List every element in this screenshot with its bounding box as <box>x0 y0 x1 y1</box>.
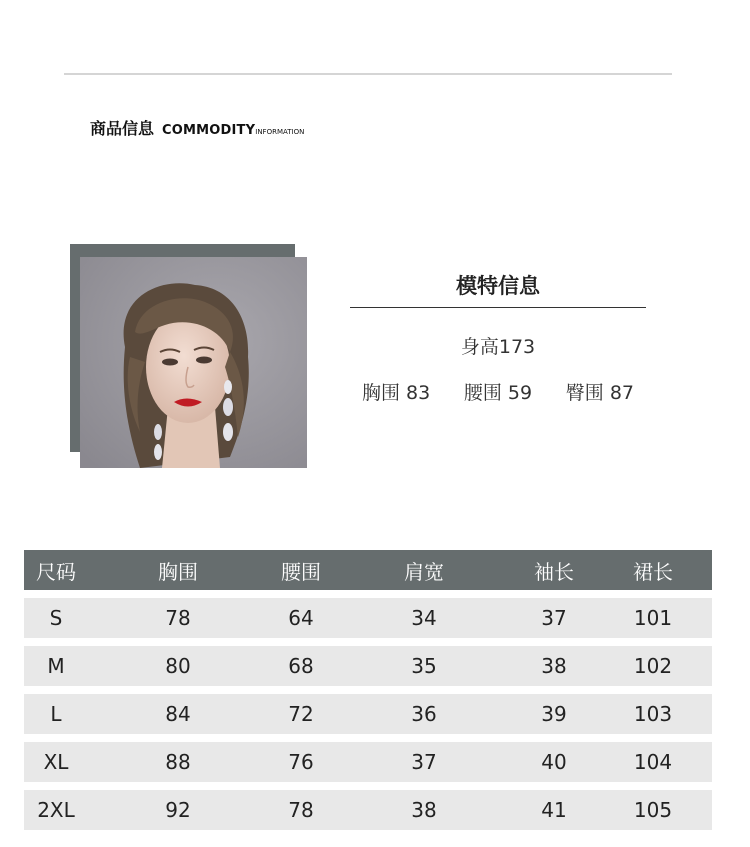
model-portrait-illustration <box>80 257 307 468</box>
cell-skirt-length: 101 <box>633 606 673 630</box>
cell-sleeve: 41 <box>541 798 567 822</box>
cell-waist: 76 <box>288 750 314 774</box>
section-title <box>90 116 304 139</box>
top-divider <box>64 73 672 75</box>
cell-skirt-length: 104 <box>633 750 673 774</box>
table-row <box>24 694 712 734</box>
section-title-en-small: INFORMATION <box>255 128 305 136</box>
cell-shoulder: 35 <box>411 654 437 678</box>
cell-sleeve: 37 <box>541 606 567 630</box>
section-title-en <box>162 123 304 138</box>
model-info-divider <box>350 307 646 308</box>
cell-bust: 88 <box>165 750 191 774</box>
cell-waist: 64 <box>288 606 314 630</box>
cell-size: S <box>49 606 63 630</box>
header-size: 尺码 <box>36 559 76 584</box>
cell-waist: 72 <box>288 702 314 726</box>
section-title-en-main: COMMODITY <box>162 123 256 138</box>
table-row <box>24 790 712 830</box>
cell-shoulder: 34 <box>411 606 437 630</box>
cell-waist: 78 <box>288 798 314 822</box>
header-shoulder: 肩宽 <box>404 559 444 584</box>
cell-skirt-length: 102 <box>633 654 673 678</box>
model-photo <box>80 257 307 468</box>
table-row <box>24 598 712 638</box>
cell-size: M <box>47 654 65 678</box>
header-bust: 胸围 <box>158 559 198 584</box>
cell-waist: 68 <box>288 654 314 678</box>
model-hip: 臀围 87 <box>565 382 634 404</box>
cell-bust: 80 <box>165 654 191 678</box>
cell-skirt-length: 103 <box>633 702 673 726</box>
cell-shoulder: 36 <box>411 702 437 726</box>
model-bust: 胸围 83 <box>362 382 431 404</box>
cell-sleeve: 38 <box>541 654 567 678</box>
header-sleeve: 袖长 <box>534 559 574 584</box>
table-row <box>24 646 712 686</box>
cell-sleeve: 39 <box>541 702 567 726</box>
cell-bust: 78 <box>165 606 191 630</box>
cell-bust: 84 <box>165 702 191 726</box>
cell-shoulder: 37 <box>411 750 437 774</box>
cell-skirt-length: 105 <box>633 798 673 822</box>
cell-size: XL <box>43 750 69 774</box>
table-row <box>24 742 712 782</box>
cell-size: L <box>50 702 62 726</box>
model-measures <box>350 378 646 405</box>
model-height: 身高173 <box>460 336 536 358</box>
size-table <box>24 550 712 830</box>
section-title-cn: 商品信息 <box>90 119 155 138</box>
header-skirt-length: 裙长 <box>633 559 673 584</box>
cell-size: 2XL <box>37 798 75 822</box>
model-waist: 腰围 59 <box>463 382 533 404</box>
cell-bust: 92 <box>165 798 191 822</box>
model-info-title: 模特信息 <box>456 274 540 298</box>
cell-shoulder: 38 <box>411 798 437 822</box>
cell-sleeve: 40 <box>541 750 567 774</box>
size-table-header <box>24 550 712 590</box>
header-waist: 腰围 <box>281 559 321 584</box>
